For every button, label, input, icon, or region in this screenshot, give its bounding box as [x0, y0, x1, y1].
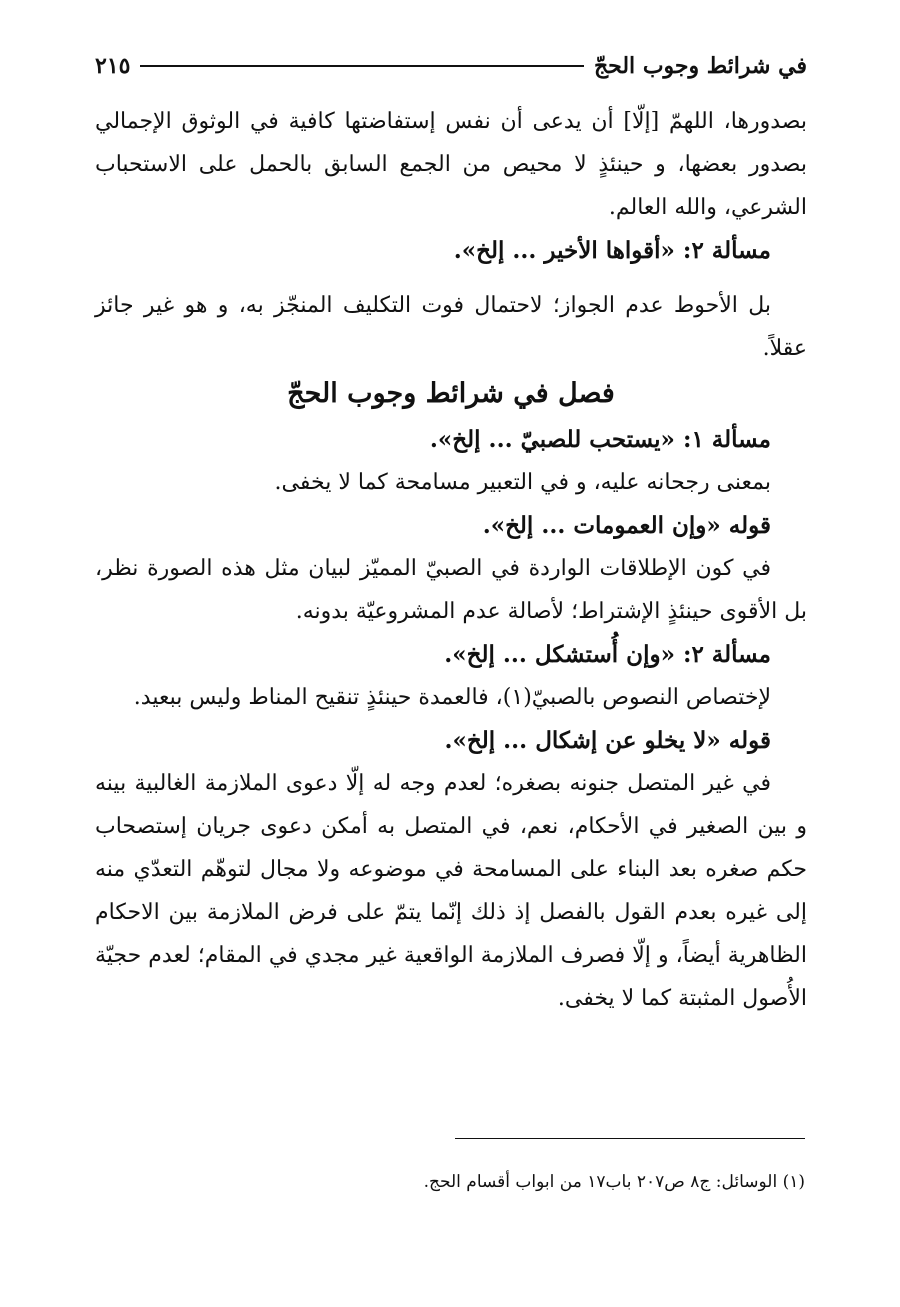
question-heading: قوله «وإن العمومات ... إلخ». — [482, 512, 771, 539]
answer-paragraph: بمعنى رجحانه عليه، و في التعبير مسامحة كما لا يخفى. — [274, 470, 771, 495]
header-rule — [140, 65, 584, 67]
main-text — [95, 100, 807, 1020]
spacer — [95, 272, 807, 284]
question-heading: قوله «لا يخلو عن إشكال ... إلخ». — [444, 727, 771, 754]
answer-paragraph: في كون الإطلاقات الواردة في الصبيّ المميّز لبيان مثل هذه الصورة نظر، بل الأقوى حينئذٍ الإشتراط؛ لأصالة عدم المشروعيّة بدونه. — [95, 556, 807, 624]
question-heading: مسألة ١: «يستحب للصبيّ ... إلخ». — [429, 426, 771, 453]
paragraph-continuation: بصدورها، اللهمّ [إلّا] أن يدعى أن نفس إستفاضتها كافية في الوثوق الإجمالي بصدور بعضها، و حينئذٍ لا محيص من الجمع السابق بالحمل على الاستحباب الشرعي، والله العالم. — [95, 109, 807, 220]
footnote: (١) الوسائل: ج٨ ص٢٠٧ باب١٧ من ابواب أقسام الحج. — [423, 1172, 805, 1192]
answer-paragraph: في غير المتصل جنونه بصغره؛ لعدم وجه له إلّا دعوى الملازمة الغالبية بينه و بين الصغير في الأحكام، نعم، في المتصل به أمكن دعوى جريان إستصحاب حكم صغره بعد البناء على المسامحة في موضوعه ولا مجال لتوهّم التعدّي منه إلى غيره بعدم القول بالفصل إذ ذلك إنّما يتمّ على فرض الملازمة بين الاحكام الظاهرية أيضاً، و إلّا فصرف الملازمة الواقعية غير مجدي في المقام؛ لعدم حجيّة الأُصول المثبتة كما لا يخفى. — [95, 771, 807, 1011]
question-heading: مسألة ٢: «وإن أُستشكل ... إلخ». — [444, 641, 771, 668]
page-header — [95, 48, 807, 84]
answer-paragraph: لإختصاص النصوص بالصبيّ(١)، فالعمدة حينئذٍ تنقيح المناط وليس ببعيد. — [133, 685, 771, 710]
page-number: ٢١٥ — [95, 53, 131, 79]
running-title: في شرائط وجوب الحجّ — [593, 53, 807, 79]
footnote-rule — [455, 1138, 805, 1139]
section-title: فصل في شرائط وجوب الحجّ — [287, 378, 615, 409]
answer-paragraph: بل الأحوط عدم الجواز؛ لاحتمال فوت التكليف المنجّز به، و هو غير جائز عقلاً. — [95, 293, 807, 361]
question-heading: مسألة ٢: «أقواها الأخير ... إلخ». — [453, 237, 771, 264]
